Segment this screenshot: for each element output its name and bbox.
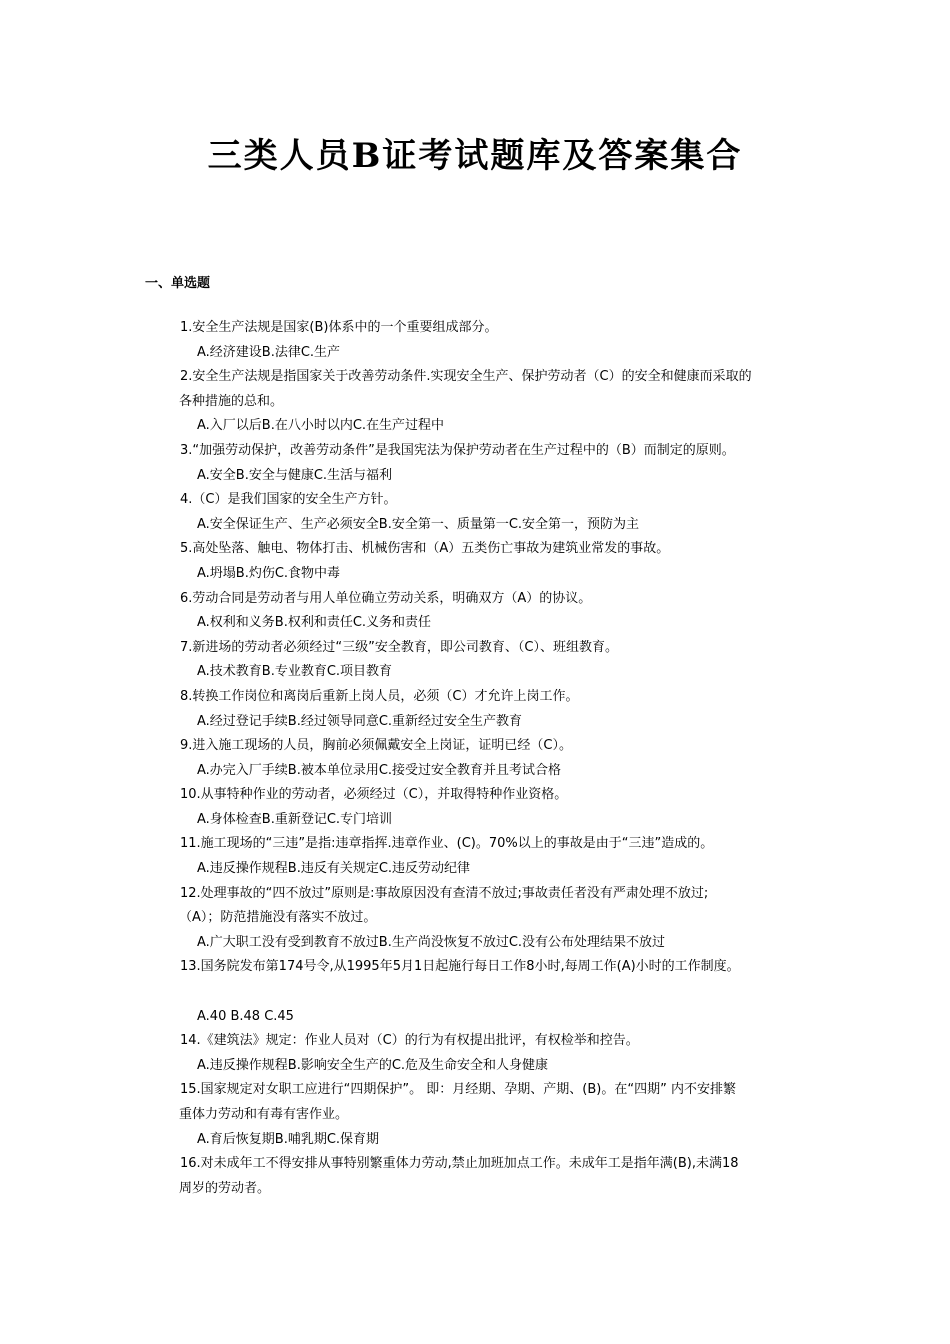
question-item: [180, 537, 820, 586]
question-item: [180, 365, 820, 439]
question-item: [180, 685, 820, 734]
question-item: [180, 1029, 820, 1078]
question-text: 13.国务院发布第174号令,从1995年5月1日起施行每日工作8小时,每周工作(A)小时的工作制度。: [180, 959, 740, 975]
question-options: A.广大职工没有受到教育不放过B.生产尚没恢复不放过C.没有公布处理结果不放过: [197, 934, 666, 950]
question-text: 1.安全生产法规是国家(B)体系中的一个重要组成部分。: [180, 320, 498, 335]
question-options: A.身体检查B.重新登记C.专门培训: [197, 811, 393, 827]
question-text: 10.从事特种作业的劳动者，必须经过（C），并取得特种作业资格。: [180, 787, 568, 803]
question-item: [180, 316, 820, 365]
question-text: 5.高处坠落、触电、物体打击、机械伤害和（A）五类伤亡事故为建筑业常发的事故。: [180, 541, 670, 557]
question-text-continued: 重体力劳动和有毒有害作业。: [179, 1107, 349, 1122]
question-item: [180, 636, 820, 685]
question-options: A.坍塌B.灼伤C.食物中毒: [197, 565, 341, 581]
question-item: [180, 439, 820, 488]
question-text: 16.对未成年工不得安排从事特别繁重体力劳动,禁止加班加点工作。未成年工是指年满(B),未满18: [180, 1156, 739, 1172]
question-text-continued: 周岁的劳动者。: [179, 1180, 271, 1196]
question-text: 3.“加强劳动保护，改善劳动条件”是我国宪法为保护劳动者在生产过程中的（B）而制定的原则。: [180, 442, 735, 458]
question-item: [180, 488, 820, 537]
question-item: [180, 955, 820, 1029]
question-item: [180, 734, 820, 783]
question-text: 9.进入施工现场的人员，胸前必须佩戴安全上岗证，证明已经（C）。: [180, 738, 572, 754]
question-options: A.安全保证生产、生产必须安全B.安全第一、质量第一C.安全第一，预防为主: [197, 516, 640, 532]
question-options: A.40 B.48 C.45: [197, 1008, 294, 1024]
question-options: A.经过登记手续B.经过领导同意C.重新经过安全生产教育: [197, 713, 523, 729]
question-text-continued: （A）；防范措施没有落实不放过。: [179, 910, 377, 926]
question-text: 12.处理事故的“四不放过”原则是:事故原因没有查清不放过;事故责任者没有严肃处理不放过;: [180, 885, 709, 901]
question-text: 8.转换工作岗位和离岗后重新上岗人员，必须（C）才允许上岗工作。: [180, 688, 579, 704]
question-options: A.入厂以后B.在八小时以内C.在生产过程中: [197, 418, 445, 434]
question-text: 15.国家规定对女职工应进行“四期保护”。 即：月经期、孕期、产期、(B)。在“四期” 内不安排繁: [180, 1082, 736, 1098]
question-options: A.办完入厂手续B.被本单位录用C.接受过安全教育并且考试合格: [197, 762, 562, 778]
question-item: [180, 882, 820, 956]
question-text: 14.《建筑法》规定：作业人员对（C）的行为有权提出批评，有权检举和控告。: [180, 1033, 639, 1049]
question-text: 6.劳动合同是劳动者与用人单位确立劳动关系，明确双方（A）的协议。: [180, 590, 592, 606]
section-heading: 一、单选题: [145, 276, 211, 291]
question-options: A.权利和义务B.权利和责任C.义务和责任: [197, 615, 432, 631]
question-list: [180, 316, 820, 1201]
question-text: 2.安全生产法规是指国家关于改善劳动条件.实现安全生产、保护劳动者（C）的安全和健康而采取的: [180, 369, 752, 385]
question-text-continued: 各种措施的总和。: [179, 393, 284, 409]
question-item: [180, 832, 820, 881]
question-text: 11.施工现场的“三违”是指:违章指挥.违章作业、(C)。70%以上的事故是由于“三违”造成的。: [180, 836, 714, 852]
question-item: [180, 1152, 820, 1201]
question-options: A.违反操作规程B.违反有关规定C.违反劳动纪律: [197, 861, 471, 877]
page-title: 三类人员B证考试题库及答案集合: [207, 136, 743, 176]
question-options: A.育后恢复期B.哺乳期C.保育期: [197, 1131, 380, 1147]
question-options: A.技术教育B.专业教育C.项目教育: [197, 664, 393, 680]
question-options: A.违反操作规程B.影响安全生产的C.危及生命安全和人身健康: [197, 1057, 549, 1073]
question-options: A.安全B.安全与健康C.生活与福利: [197, 467, 393, 483]
question-options: A.经济建设B.法律C.生产: [197, 344, 341, 360]
question-item: [180, 1078, 820, 1152]
question-item: [180, 587, 820, 636]
question-text: 4.（C）是我们国家的安全生产方针。: [180, 492, 397, 508]
question-text: 7.新进场的劳动者必须经过“三级”安全教育，即公司教育、（C）、班组教育。: [180, 639, 618, 655]
question-item: [180, 783, 820, 832]
